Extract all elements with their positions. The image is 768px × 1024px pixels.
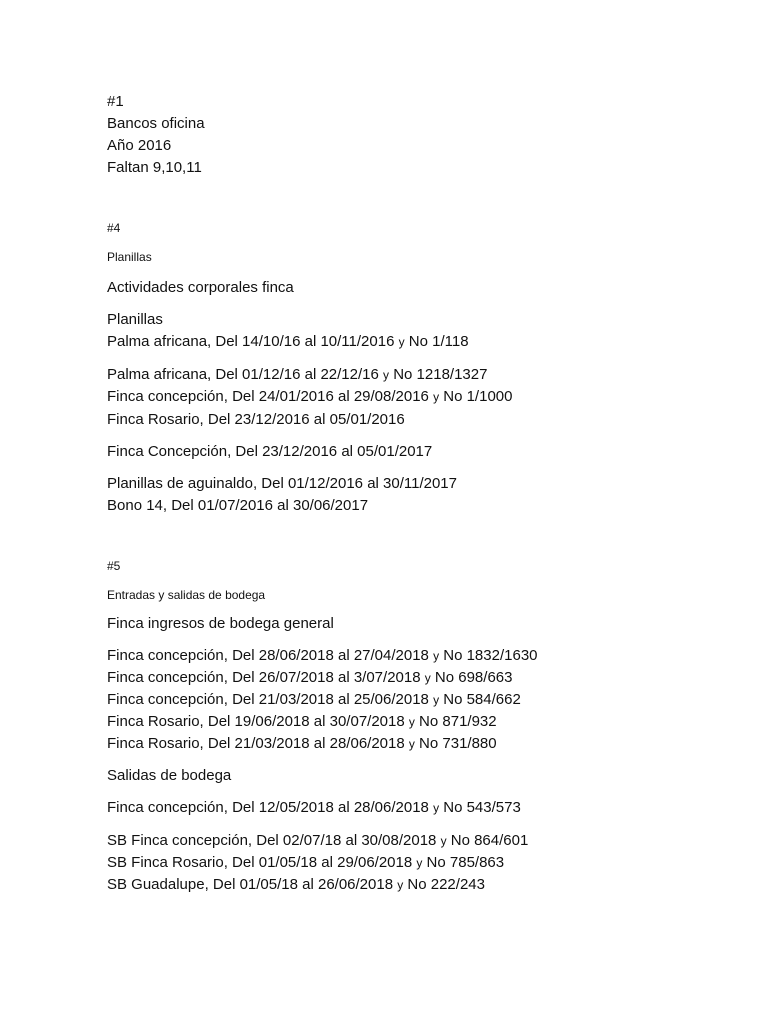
entry-number: No 584/662 bbox=[443, 691, 521, 708]
entry-text: Palma africana, Del 14/10/16 al 10/11/2016 bbox=[107, 333, 395, 350]
entry-text: SB Guadalupe, Del 01/05/18 al 26/06/2018 bbox=[107, 876, 394, 893]
entry-text: Finca concepción, Del 24/01/2016 al 29/08/2016 bbox=[107, 388, 429, 405]
entry-conjunction: y bbox=[416, 856, 423, 870]
salida-entry bbox=[107, 831, 528, 851]
planilla-entry bbox=[107, 365, 487, 385]
section-1-line: Bancos oficina bbox=[107, 115, 205, 132]
entry-text: Palma africana, Del 01/12/16 al 22/12/16 bbox=[107, 366, 379, 383]
entry-conjunction: y bbox=[408, 715, 415, 729]
entry-text: Finca concepción, Del 21/03/2018 al 25/06/2018 bbox=[107, 691, 429, 708]
entry-conjunction: y bbox=[383, 368, 390, 382]
section-4-subtitle: Planillas bbox=[107, 250, 152, 264]
entry-text: SB Finca concepción, Del 02/07/18 al 30/08/2018 bbox=[107, 832, 437, 849]
entry-text: Finca concepción, Del 26/07/2018 al 3/07/2018 bbox=[107, 669, 421, 686]
ingreso-entry bbox=[107, 712, 497, 732]
section-1-line: Faltan 9,10,11 bbox=[107, 159, 202, 176]
entry-conjunction: y bbox=[433, 649, 440, 663]
ingresos-title: Finca ingresos de bodega general bbox=[107, 615, 334, 632]
salida-entry bbox=[107, 875, 485, 895]
section-1-heading: #1 bbox=[107, 93, 124, 110]
entry-conjunction: y bbox=[433, 693, 440, 707]
entry-number: No 1218/1327 bbox=[393, 366, 488, 383]
entry-number: No 1/118 bbox=[408, 333, 469, 350]
entry-number: No 871/932 bbox=[419, 713, 497, 730]
planilla-entry bbox=[107, 387, 512, 407]
entry-text: Finca Rosario, Del 19/06/2018 al 30/07/2018 bbox=[107, 713, 405, 730]
entry-number: No 1832/1630 bbox=[443, 647, 538, 664]
entry-number: No 1/1000 bbox=[443, 388, 513, 405]
salida-entry bbox=[107, 853, 504, 873]
entry-conjunction: y bbox=[433, 801, 440, 815]
entry-number: No 785/863 bbox=[426, 854, 505, 871]
section-4-heading: #4 bbox=[107, 221, 121, 235]
entry-conjunction: y bbox=[408, 737, 415, 751]
entry-conjunction: y bbox=[397, 878, 404, 892]
section-5-subtitle: Entradas y salidas de bodega bbox=[107, 588, 266, 602]
planilla-entry: Finca Rosario, Del 23/12/2016 al 05/01/2016 bbox=[107, 411, 405, 428]
entry-number: No 698/663 bbox=[434, 669, 513, 686]
salidas-title: Salidas de bodega bbox=[107, 767, 232, 784]
section-5-heading: #5 bbox=[107, 559, 121, 573]
entry-number: No 864/601 bbox=[450, 832, 529, 849]
salida-entry bbox=[107, 798, 521, 818]
ingreso-entry bbox=[107, 690, 521, 710]
entry-text: Finca Rosario, Del 21/03/2018 al 28/06/2018 bbox=[107, 735, 405, 752]
ingreso-entry bbox=[107, 668, 512, 688]
entry-text: Finca concepción, Del 12/05/2018 al 28/06/2018 bbox=[107, 799, 429, 816]
section-4-group-label: Planillas bbox=[107, 311, 163, 328]
entry-conjunction: y bbox=[433, 390, 440, 404]
ingreso-entry bbox=[107, 646, 538, 666]
entry-conjunction: y bbox=[424, 671, 431, 685]
section-1-line: Año 2016 bbox=[107, 137, 172, 154]
entry-conjunction: y bbox=[398, 335, 405, 349]
planilla-entry: Bono 14, Del 01/07/2016 al 30/06/2017 bbox=[107, 497, 369, 514]
entry-text: Finca concepción, Del 28/06/2018 al 27/04/2018 bbox=[107, 647, 429, 664]
entry-text: SB Finca Rosario, Del 01/05/18 al 29/06/2018 bbox=[107, 854, 413, 871]
entry-conjunction: y bbox=[440, 834, 447, 848]
entry-number: No 731/880 bbox=[419, 735, 497, 752]
ingreso-entry bbox=[107, 734, 497, 754]
entry-number: No 543/573 bbox=[443, 799, 521, 816]
planilla-entry: Finca Concepción, Del 23/12/2016 al 05/01/2017 bbox=[107, 443, 433, 460]
section-4-title: Actividades corporales finca bbox=[107, 279, 294, 296]
entry-number: No 222/243 bbox=[407, 876, 485, 893]
planilla-entry bbox=[107, 332, 469, 352]
planilla-entry: Planillas de aguinaldo, Del 01/12/2016 al 30/11/2017 bbox=[107, 475, 457, 492]
